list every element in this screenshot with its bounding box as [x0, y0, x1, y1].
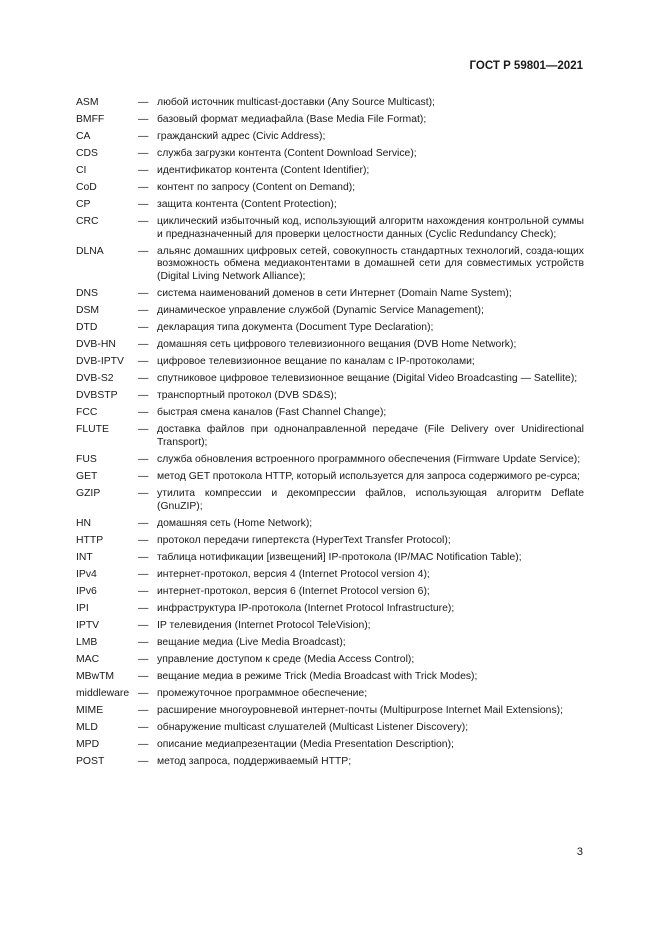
abbreviation-definition: декларация типа документа (Document Type Declaration); [157, 322, 434, 334]
em-dash-separator: — [138, 216, 149, 227]
abbreviation-term: MPD [76, 738, 100, 750]
abbreviation-definition: динамическое управление службой (Dynamic Service Management); [157, 305, 484, 317]
abbreviation-term: FCC [76, 407, 98, 419]
em-dash-separator: — [138, 653, 149, 665]
abbreviation-entry [76, 739, 584, 752]
abbreviation-definition: интернет-протокол, версия 4 (Internet Protocol version 4); [157, 568, 430, 580]
em-dash-separator: — [138, 670, 149, 682]
em-dash-separator: — [138, 636, 149, 648]
abbreviation-term: FUS [76, 453, 97, 465]
abbreviation-definition: система наименований доменов в сети Интернет (Domain Name System); [157, 288, 512, 300]
abbreviation-definition: домашняя сеть (Home Network); [157, 517, 313, 529]
abbreviation-term: LMB [76, 636, 98, 648]
em-dash-separator: — [138, 356, 149, 368]
abbreviation-definition: альянс домашних цифровых сетей, совокупность стандартных технологий, созда-ющих возможность обмена медиаконтентами в домашней сети для совместимых устройств (Digital Living Network Alliance); [157, 245, 584, 283]
abbreviation-definition: циклический избыточный код, использующий алгоритм нахождения контрольной суммы и предназначенный для проверки целостности данных (Cyclic Redundancy Check); [157, 216, 584, 240]
em-dash-separator: — [138, 738, 149, 750]
em-dash-separator: — [138, 182, 149, 193]
abbreviation-entry [76, 305, 584, 318]
abbreviation-definition: IP телевидения (Internet Protocol TeleVision); [157, 619, 371, 631]
abbreviation-entry [76, 288, 584, 301]
abbreviation-term: DVB-S2 [76, 373, 114, 385]
abbreviation-definition: промежуточное программное обеспечение; [157, 687, 368, 699]
abbreviation-definition: доставка файлов при однонаправленной передаче (File Delivery over Unidirectional Transport); [157, 424, 584, 448]
abbreviation-term: IPTV [76, 619, 100, 631]
abbreviation-term: CI [76, 165, 87, 176]
abbreviation-entry [76, 246, 584, 284]
abbreviation-definition: служба обновления встроенного программного обеспечения (Firmware Update Service); [157, 453, 581, 465]
abbreviation-entry [76, 356, 584, 369]
abbreviation-list [76, 97, 584, 773]
abbreviation-entry [76, 671, 584, 684]
em-dash-separator: — [138, 114, 149, 125]
abbreviation-term: FLUTE [76, 424, 109, 436]
abbreviation-definition: домашняя сеть цифрового телевизионного вещания (DVB Home Network); [157, 339, 517, 351]
abbreviation-term: CA [76, 131, 91, 142]
em-dash-separator: — [138, 517, 149, 529]
abbreviation-term: CP [76, 199, 91, 210]
abbreviation-entry [76, 131, 584, 144]
em-dash-separator: — [138, 721, 149, 733]
abbreviation-term: DVB-HN [76, 339, 116, 351]
em-dash-separator: — [138, 390, 149, 402]
abbreviation-entry [76, 471, 584, 484]
em-dash-separator: — [138, 602, 149, 614]
abbreviation-term: IPv4 [76, 568, 97, 580]
em-dash-separator: — [138, 245, 149, 257]
abbreviation-entry [76, 637, 584, 650]
abbreviation-term: MIME [76, 704, 104, 716]
page-number: 3 [576, 846, 583, 858]
abbreviation-definition: транспортный протокол (DVB SD&S); [157, 390, 337, 402]
abbreviation-entry [76, 182, 584, 195]
abbreviation-definition: интернет-протокол, версия 6 (Internet Protocol version 6); [157, 585, 430, 597]
abbreviation-entry [76, 373, 584, 386]
abbreviation-entry [76, 552, 584, 565]
abbreviation-term: INT [76, 551, 93, 563]
em-dash-separator: — [138, 704, 149, 716]
abbreviation-definition: метод GET протокола HTTP, который используется для запроса содержимого ре-сурса; [157, 470, 580, 482]
abbreviation-definition: защита контента (Content Protection); [157, 199, 337, 210]
abbreviation-definition: идентификатор контента (Content Identifier); [157, 165, 370, 176]
abbreviation-definition: обнаружение multicast слушателей (Multicast Listener Discovery); [157, 721, 469, 733]
em-dash-separator: — [138, 148, 149, 159]
abbreviation-definition: инфраструктура IP-протокола (Internet Protocol Infrastructure); [157, 602, 455, 614]
em-dash-separator: — [138, 453, 149, 465]
abbreviation-entry [76, 535, 584, 548]
abbreviation-entry [76, 97, 584, 110]
abbreviation-term: GET [76, 470, 98, 482]
em-dash-separator: — [138, 305, 149, 317]
abbreviation-definition: цифровое телевизионное вещание по каналам с IP-протоколами; [157, 356, 475, 368]
em-dash-separator: — [138, 568, 149, 580]
abbreviation-entry [76, 705, 584, 718]
abbreviation-entry [76, 216, 584, 241]
abbreviation-definition: расширение многоуровневой интернет-почты (Multipurpose Internet Mail Extensions); [157, 704, 563, 716]
abbreviation-entry [76, 407, 584, 420]
abbreviation-term: MBwTM [76, 670, 115, 682]
abbreviation-entry [76, 390, 584, 403]
abbreviation-term: POST [76, 755, 105, 767]
abbreviation-entry [76, 518, 584, 531]
em-dash-separator: — [138, 97, 149, 108]
abbreviation-term: middleware [76, 687, 130, 699]
abbreviation-term: HTTP [76, 534, 104, 546]
abbreviation-entry [76, 722, 584, 735]
abbreviation-definition: вещание медиа в режиме Trick (Media Broadcast with Trick Modes); [157, 670, 478, 682]
em-dash-separator: — [138, 585, 149, 597]
em-dash-separator: — [138, 755, 149, 767]
abbreviation-definition: гражданский адрес (Civic Address); [157, 131, 326, 142]
em-dash-separator: — [138, 470, 149, 482]
em-dash-separator: — [138, 322, 149, 334]
abbreviation-entry [76, 148, 584, 161]
abbreviation-entry [76, 586, 584, 599]
abbreviation-definition: любой источник multicast-доставки (Any Source Multicast); [157, 97, 435, 108]
abbreviation-term: HN [76, 517, 92, 529]
abbreviation-definition: утилита компрессии и декомпрессии файлов, использующая алгоритм Deflate (GnuZIP); [157, 487, 584, 512]
abbreviation-term: IPI [76, 602, 89, 614]
document-header: ГОСТ Р 59801—2021 [469, 60, 583, 72]
abbreviation-definition: протокол передачи гипертекста (HyperText Transfer Protocol); [157, 534, 451, 546]
abbreviation-term: DLNA [76, 245, 104, 257]
abbreviation-entry [76, 199, 584, 212]
abbreviation-definition: базовый формат медиафайла (Base Media File Format); [157, 114, 427, 125]
abbreviation-term: DSM [76, 305, 100, 317]
abbreviation-entry [76, 620, 584, 633]
abbreviation-term: DNS [76, 288, 98, 300]
abbreviation-entry [76, 603, 584, 616]
abbreviation-entry [76, 165, 584, 178]
abbreviation-definition: спутниковое цифровое телевизионное вещание (Digital Video Broadcasting — Satellite); [157, 373, 578, 385]
em-dash-separator: — [138, 619, 149, 631]
em-dash-separator: — [138, 407, 149, 419]
abbreviation-term: CRC [76, 216, 99, 227]
em-dash-separator: — [138, 288, 149, 300]
abbreviation-term: GZIP [76, 487, 101, 499]
em-dash-separator: — [138, 373, 149, 385]
abbreviation-definition: быстрая смена каналов (Fast Channel Change); [157, 407, 387, 419]
abbreviation-term: IPv6 [76, 585, 97, 597]
abbreviation-entry [76, 688, 584, 701]
abbreviation-term: DTD [76, 322, 98, 334]
abbreviation-term: BMFF [76, 114, 105, 125]
abbreviation-term: DVB-IPTV [76, 356, 124, 368]
em-dash-separator: — [138, 131, 149, 142]
abbreviation-entry [76, 488, 584, 513]
abbreviation-entry [76, 114, 584, 127]
em-dash-separator: — [138, 551, 149, 563]
abbreviation-definition: контент по запросу (Content on Demand); [157, 182, 356, 193]
abbreviation-term: MAC [76, 653, 100, 665]
abbreviation-entry [76, 339, 584, 352]
em-dash-separator: — [138, 487, 149, 499]
abbreviation-entry [76, 569, 584, 582]
abbreviation-definition: вещание медиа (Live Media Broadcast); [157, 636, 346, 648]
em-dash-separator: — [138, 687, 149, 699]
abbreviation-term: CDS [76, 148, 98, 159]
abbreviation-term: CoD [76, 182, 97, 193]
abbreviation-entry [76, 424, 584, 449]
abbreviation-definition: таблица нотификации [извещений] IP-протокола (IP/MAC Notification Table); [157, 551, 522, 563]
abbreviation-definition: управление доступом к среде (Media Access Control); [157, 653, 415, 665]
em-dash-separator: — [138, 534, 149, 546]
abbreviation-definition: служба загрузки контента (Content Download Service); [157, 148, 417, 159]
em-dash-separator: — [138, 165, 149, 176]
abbreviation-entry [76, 322, 584, 335]
em-dash-separator: — [138, 199, 149, 210]
em-dash-separator: — [138, 339, 149, 351]
abbreviation-entry [76, 756, 584, 769]
abbreviation-term: DVBSTP [76, 390, 118, 402]
abbreviation-definition: описание медиапрезентации (Media Presentation Description); [157, 738, 454, 750]
abbreviation-entry [76, 454, 584, 467]
em-dash-separator: — [138, 424, 149, 436]
abbreviation-term: ASM [76, 97, 99, 108]
abbreviation-term: MLD [76, 721, 98, 733]
abbreviation-entry [76, 654, 584, 667]
abbreviation-definition: метод запроса, поддерживаемый HTTP; [157, 755, 352, 767]
